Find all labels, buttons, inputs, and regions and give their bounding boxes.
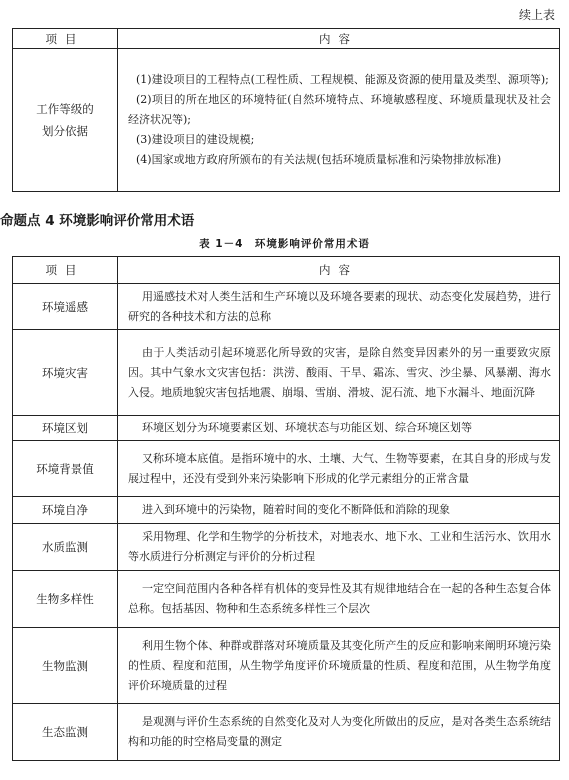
table-header-row	[13, 29, 560, 49]
terms-table	[12, 256, 560, 761]
table-row	[13, 416, 560, 441]
criteria-table	[12, 28, 560, 192]
row-content: 采用物理、化学和生物学的分析技术，对地表水、地下水、工业和生活污水、饮用水等水质进行分析测定与评价的分析过程	[118, 524, 560, 571]
table-row	[13, 571, 560, 628]
table-row	[13, 330, 560, 416]
row-item: 生态监测	[13, 704, 118, 761]
header-item: 项目	[13, 29, 118, 49]
table-row	[13, 49, 560, 192]
table-caption: 表 1－4 环境影响评价常用术语	[199, 238, 370, 250]
table-row	[13, 441, 560, 497]
table-row	[13, 628, 560, 704]
row-item: 生物多样性	[13, 571, 118, 628]
criteria-line: (4)国家或地方政府所颁布的有关法规(包括环境质量标准和污染物排放标准)	[136, 153, 502, 166]
header-content: 内容	[118, 29, 560, 49]
row-item: 生物监测	[13, 628, 118, 704]
table-row	[13, 497, 560, 524]
row-item: 环境遥感	[13, 284, 118, 330]
criteria-line: (2)项目的所在地区的环境特征(自然环境特点、环境敏感程度、环境质量现状及社会经济状况等);	[128, 93, 551, 126]
row-item: 环境背景值	[13, 441, 118, 497]
row-item-label: 工作等级的划分依据	[36, 102, 94, 138]
header-content: 内容	[118, 257, 560, 284]
row-content: 是观测与评价生态系统的自然变化及对人为变化所做出的反应，是对各类生态系统结构和功能的时空格局变量的测定	[118, 704, 560, 761]
table-row	[13, 704, 560, 761]
row-content: 用遥感技术对人类生活和生产环境以及环境各要素的现状、动态变化发展趋势，进行研究的各种技术和方法的总称	[118, 284, 560, 330]
row-content	[118, 49, 560, 192]
table-row	[13, 524, 560, 571]
row-item: 环境自净	[13, 497, 118, 524]
row-item: 环境区划	[13, 416, 118, 441]
header-item: 项目	[13, 257, 118, 284]
row-content: 进入到环境中的污染物，随着时间的变化不断降低和消除的现象	[118, 497, 560, 524]
row-item: 水质监测	[13, 524, 118, 571]
table-row	[13, 284, 560, 330]
row-item	[13, 49, 118, 192]
row-content: 一定空间范围内各种各样有机体的变异性及其有规律地结合在一起的各种生态复合体总称。包括基因、物种和生态系统多样性三个层次	[118, 571, 560, 628]
continued-label: 续上表	[518, 8, 555, 22]
row-content: 利用生物个体、种群或群落对环境质量及其变化所产生的反应和影响来阐明环境污染的性质、程度和范围，从生物学角度评价环境质量的性质、程度和范围，从生物学角度评价环境质量的过程	[118, 628, 560, 704]
row-content: 环境区划分为环境要素区划、环境状态与功能区划、综合环境区划等	[118, 416, 560, 441]
criteria-line: (3)建设项目的建设规模;	[136, 133, 255, 146]
table-header-row	[13, 257, 560, 284]
row-content: 又称环境本底值。是指环境中的水、土壤、大气、生物等要素，在其自身的形成与发展过程中，还没有受到外来污染影响下形成的化学元素组分的正常含量	[118, 441, 560, 497]
section-title: 命题点 4 环境影响评价常用术语	[0, 213, 195, 229]
row-content: 由于人类活动引起环境恶化所导致的灾害，是除自然变异因素外的另一重要致灾原因。其中气象水文灾害包括：洪涝、酸雨、干旱、霜冻、雪灾、沙尘暴、风暴潮、海水入侵。地质地貌灾害包括地震、崩塌、雪崩、滑坡、泥石流、地下水漏斗、地面沉降	[118, 330, 560, 416]
row-item: 环境灾害	[13, 330, 118, 416]
criteria-line: (1)建设项目的工程特点(工程性质、工程规模、能源及资源的使用量及类型、源项等);	[136, 73, 549, 86]
